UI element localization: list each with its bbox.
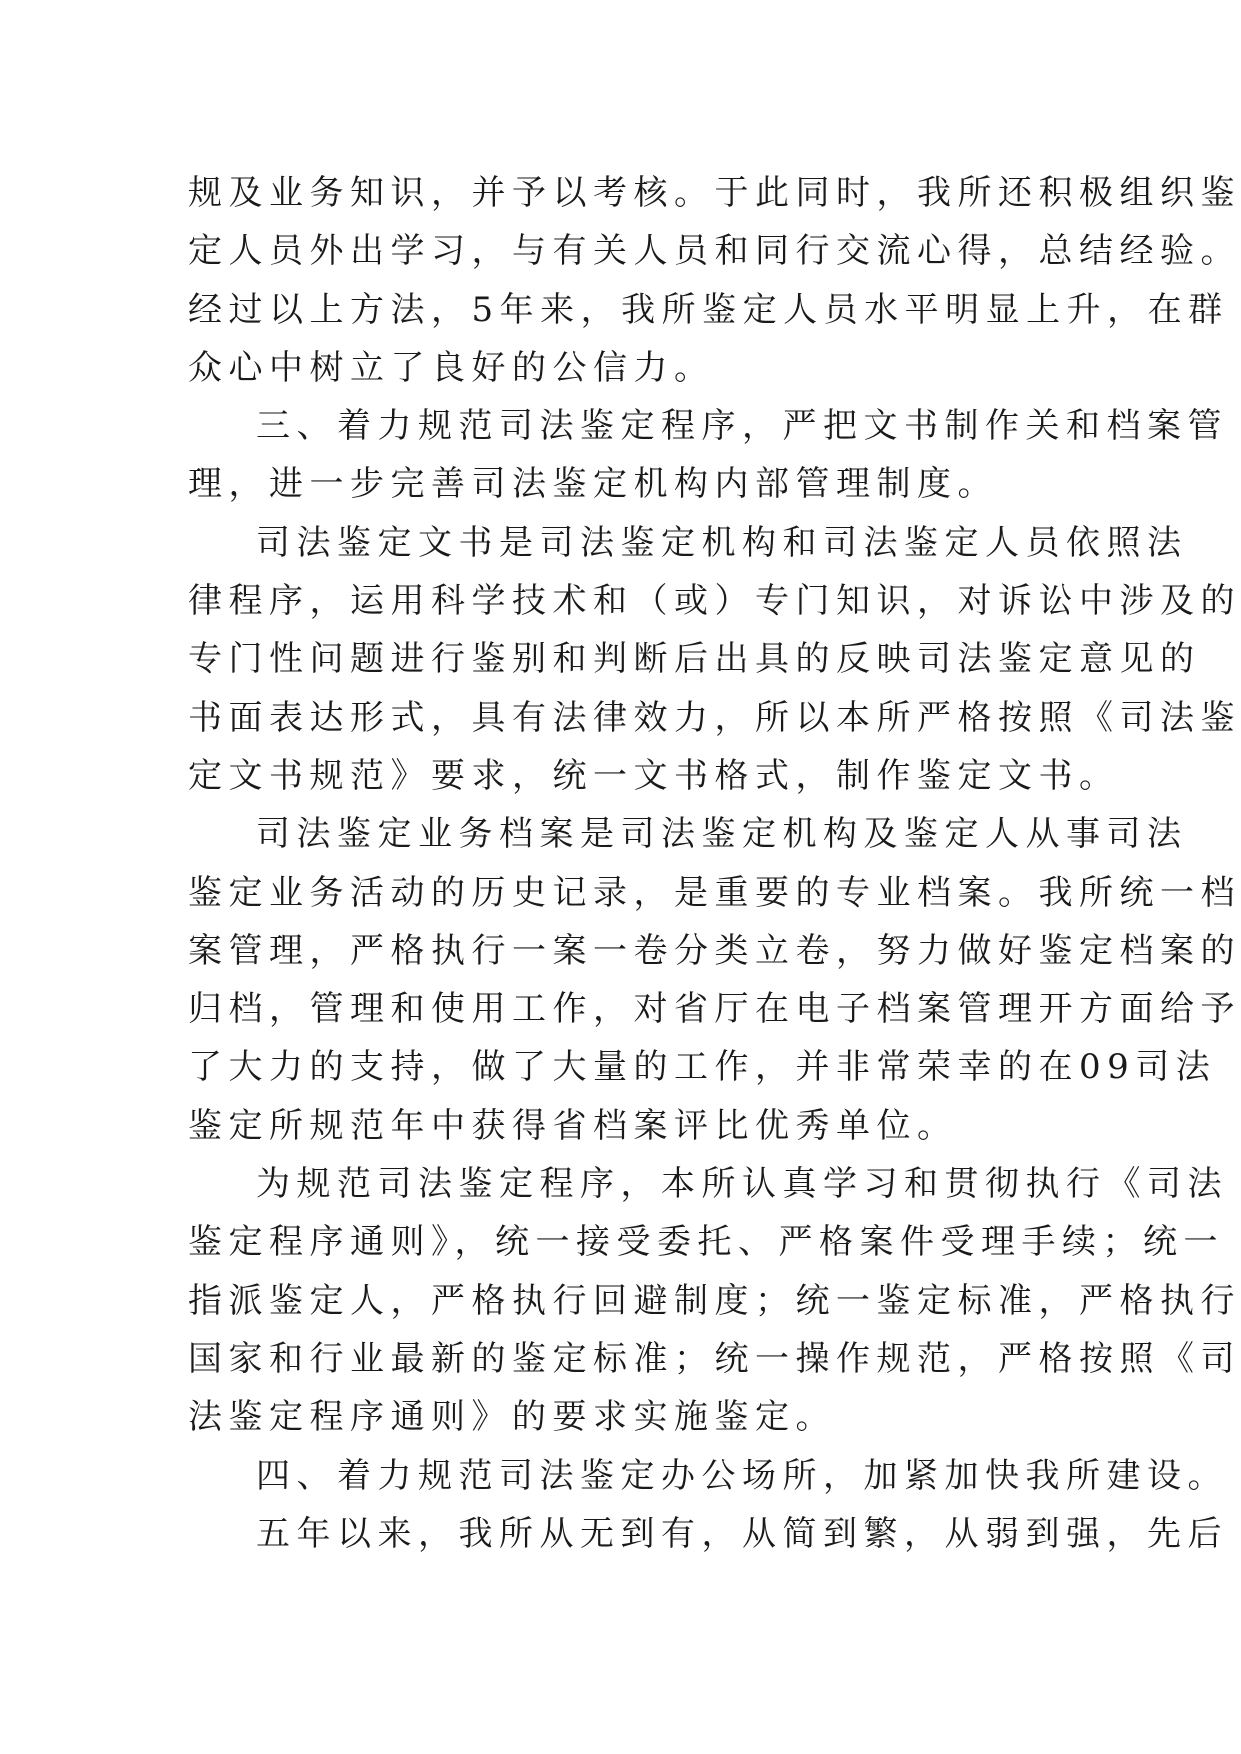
text-line: 五年以来，我所从无到有，从简到繁，从弱到强，先后: [256, 1513, 1228, 1554]
text-line: 法鉴定程序通则》的要求实施鉴定。: [188, 1397, 836, 1438]
text-line: 指派鉴定人，严格执行回避制度；统一鉴定标准，严格执行: [188, 1280, 1241, 1321]
text-line: 为规范司法鉴定程序，本所认真学习和贯彻执行《司法: [256, 1164, 1228, 1205]
text-line: 了大力的支持，做了大量的工作，并非常荣幸的在09司法: [188, 1047, 1217, 1088]
text-line: 鉴定所规范年中获得省档案评比优秀单位。: [188, 1105, 958, 1146]
text-line: 司法鉴定业务档案是司法鉴定机构及鉴定人从事司法: [256, 814, 1188, 855]
text-line: 律程序，运用科学技术和（或）专门知识，对诉讼中涉及的: [188, 581, 1241, 622]
body-text: [188, 164, 1241, 1563]
text-line: 定人员外出学习，与有关人员和同行交流心得，总结经验。: [188, 231, 1241, 272]
text-line: 规及业务知识，并予以考核。于此同时，我所还积极组织鉴: [188, 173, 1241, 213]
text-line: 案管理，严格执行一案一卷分类立卷，努力做好鉴定档案的: [188, 930, 1241, 971]
text-line: 国家和行业最新的鉴定标准；统一操作规范，严格按照《司: [188, 1338, 1241, 1379]
text-line: 鉴定业务活动的历史记录，是重要的专业档案。我所统一档: [188, 872, 1241, 913]
text-line: 书面表达形式，具有法律效力，所以本所严格按照《司法鉴: [188, 697, 1241, 738]
text-line: 经过以上方法，5年来，我所鉴定人员水平明显上升，在群: [188, 289, 1229, 330]
text-line: 定文书规范》要求，统一文书格式，制作鉴定文书。: [188, 755, 1120, 796]
text-line: 众心中树立了良好的公信力。: [188, 347, 715, 388]
text-line: 理，进一步完善司法鉴定机构内部管理制度。: [188, 464, 998, 505]
text-line: 专门性问题进行鉴别和判断后出具的反映司法鉴定意见的: [188, 639, 1201, 680]
text-line: 鉴定程序通则》，统一接受委托、严格案件受理手续；统一: [188, 1222, 1224, 1263]
text-line: 归档，管理和使用工作，对省厅在电子档案管理开方面给予: [188, 989, 1241, 1030]
text-line: 四、着力规范司法鉴定办公场所，加紧加快我所建设。: [256, 1455, 1228, 1496]
text-line: 司法鉴定文书是司法鉴定机构和司法鉴定人员依照法: [256, 522, 1188, 563]
text-line: 三、着力规范司法鉴定程序，严把文书制作关和档案管: [256, 406, 1228, 447]
